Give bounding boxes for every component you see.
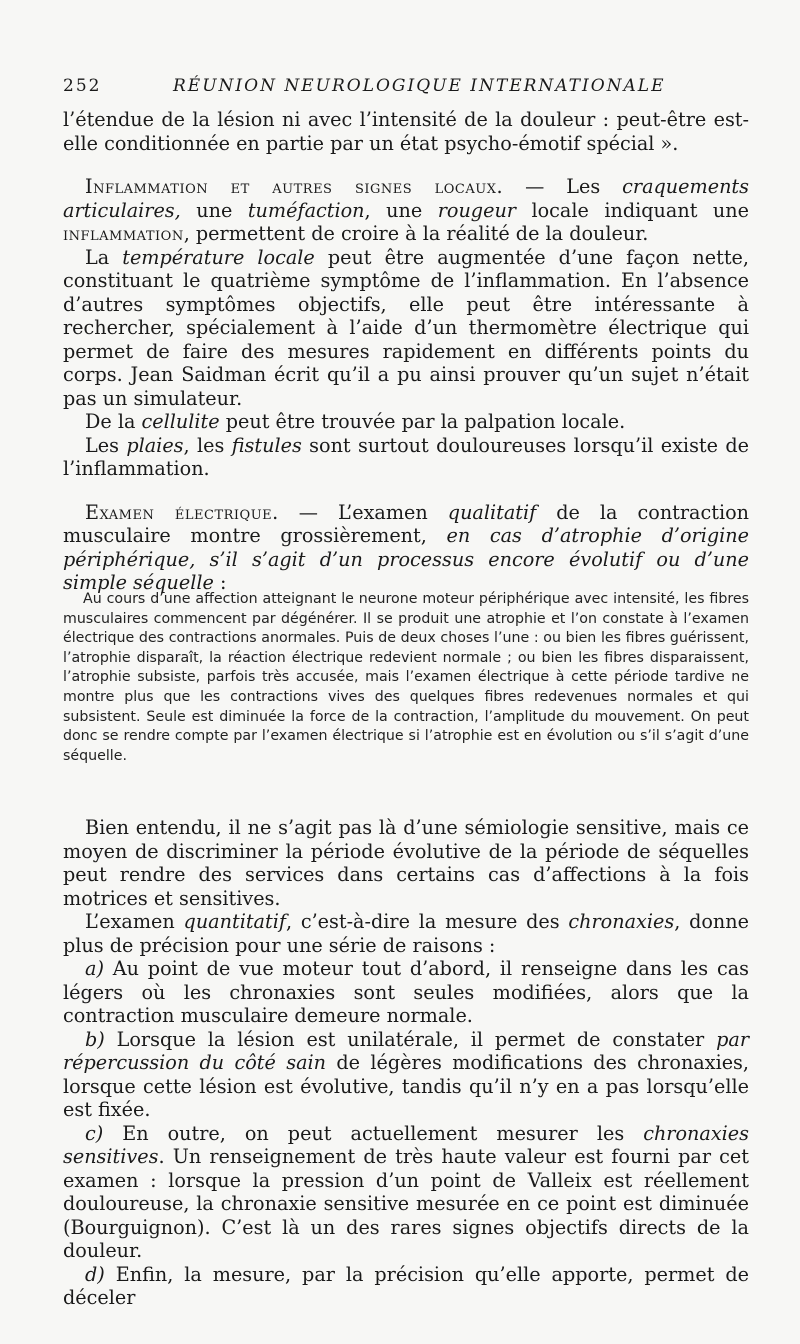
- body-text-bottom: [63, 816, 749, 1310]
- paragraph-bien-entendu: Bien entendu, il ne s’agit pas là d’une sémiologie sensitive, mais ce moyen de discriminer la période évolutive de la période de séquelles peut rendre des services dans certains cas d’affections à la fois motrices et sensitives.: [63, 816, 749, 910]
- running-title: RÉUNION NEUROLOGIQUE INTERNATIONALE: [173, 76, 666, 96]
- section-heading-examen: Examen électrique.: [85, 500, 279, 524]
- paragraph-examen-electrique: Examen électrique. — L’examen qualitatif de la contraction musculaire montre grossièrement, en cas d’atrophie d’origine périphérique, s’il s’agit d’un processus encore évolutif ou d’une simple séquelle :: [63, 500, 749, 594]
- paragraph-continuation: l’étendue de la lésion ni avec l’intensité de la douleur : peut-être est-elle conditionnée en partie par un état psycho-émotif spécial ».: [63, 108, 749, 155]
- list-item-b: b) Lorsque la lésion est unilatérale, il permet de constater par répercussion du côté sain de légères modifications des chronaxies, lorsque cette lésion est évolutive, tandis qu’il n’y en a pas lorsqu’elle est fixée.: [63, 1027, 750, 1121]
- list-item-d: d) Enfin, la mesure, par la précision qu’elle apporte, permet de déceler: [63, 1262, 749, 1309]
- small-print-note: [63, 590, 749, 766]
- page-number: 252: [63, 76, 102, 96]
- paragraph-cellulite: De la cellulite peut être trouvée par la palpation locale.: [85, 410, 626, 433]
- paragraph-quantitatif: L’examen quantitatif, c’est-à-dire la mesure des chronaxies, donne plus de précision pour une série de raisons :: [63, 910, 749, 957]
- small-print-paragraph: Au cours d’une affection atteignant le neurone moteur périphérique avec intensité, les fibres musculaires commencent par dégénérer. Il se produit une atrophie et l’on constate à l’examen électrique des contractions anormales. Puis de deux choses l’une : ou bien les fibres guérissent, l’atrophie disparaît, la réaction électrique redevient normale ; ou bien les fibres disparaissent, l’atrophie subsiste, parfois très accusée, mais l’examen électrique à cette période tardive ne montre plus que les contractions vives des quelques fibres redevenues normales et qui subsistent. Seule est diminuée la force de la contraction, l’amplitude du mouvement. On peut donc se rendre compte par l’examen électrique si l’atrophie est en évolution ou s’il s’agit d’une séquelle.: [63, 591, 749, 764]
- paragraph-plaies: Les plaies, les fistules sont surtout douloureuses lorsqu’il existe de l’inflammation.: [63, 433, 749, 480]
- list-item-a: a) Au point de vue moteur tout d’abord, il renseigne dans les cas légers où les chronaxies sont seules modifiées, alors que la contraction musculaire demeure normale.: [63, 957, 749, 1027]
- body-text-top: [63, 108, 749, 595]
- running-header: [63, 76, 743, 100]
- list-item-c: c) En outre, on peut actuellement mesurer les chronaxies sensitives. Un renseignement de très haute valeur est fourni par cet examen : lorsque la pression d’un point de Valleix est réellement douloureuse, la chronaxie sensitive mesurée en ce point est diminuée (Bourguignon). C’est là un des rares signes objectifs directs de la douleur.: [63, 1121, 749, 1262]
- paragraph-inflammation: Inflammation et autres signes locaux. — Les craquements articulaires, une tuméfaction, une rougeur locale indiquant une inflammation, permettent de croire à la réalité de la douleur.: [63, 175, 749, 245]
- section-heading-inflammation: Inflammation et autres signes locaux.: [85, 175, 504, 198]
- paragraph-temperature: La température locale peut être augmentée d’une façon nette, constituant le quatrième symptôme de l’inflammation. En l’absence d’autres symptômes objectifs, elle peut être intéressante à rechercher, spécialement à l’aide d’un thermomètre électrique qui permet de faire des mesures rapidement en différents points du corps. Jean Saidman écrit qu’il a pu ainsi prouver qu’un sujet n’était pas un simulateur.: [63, 245, 749, 410]
